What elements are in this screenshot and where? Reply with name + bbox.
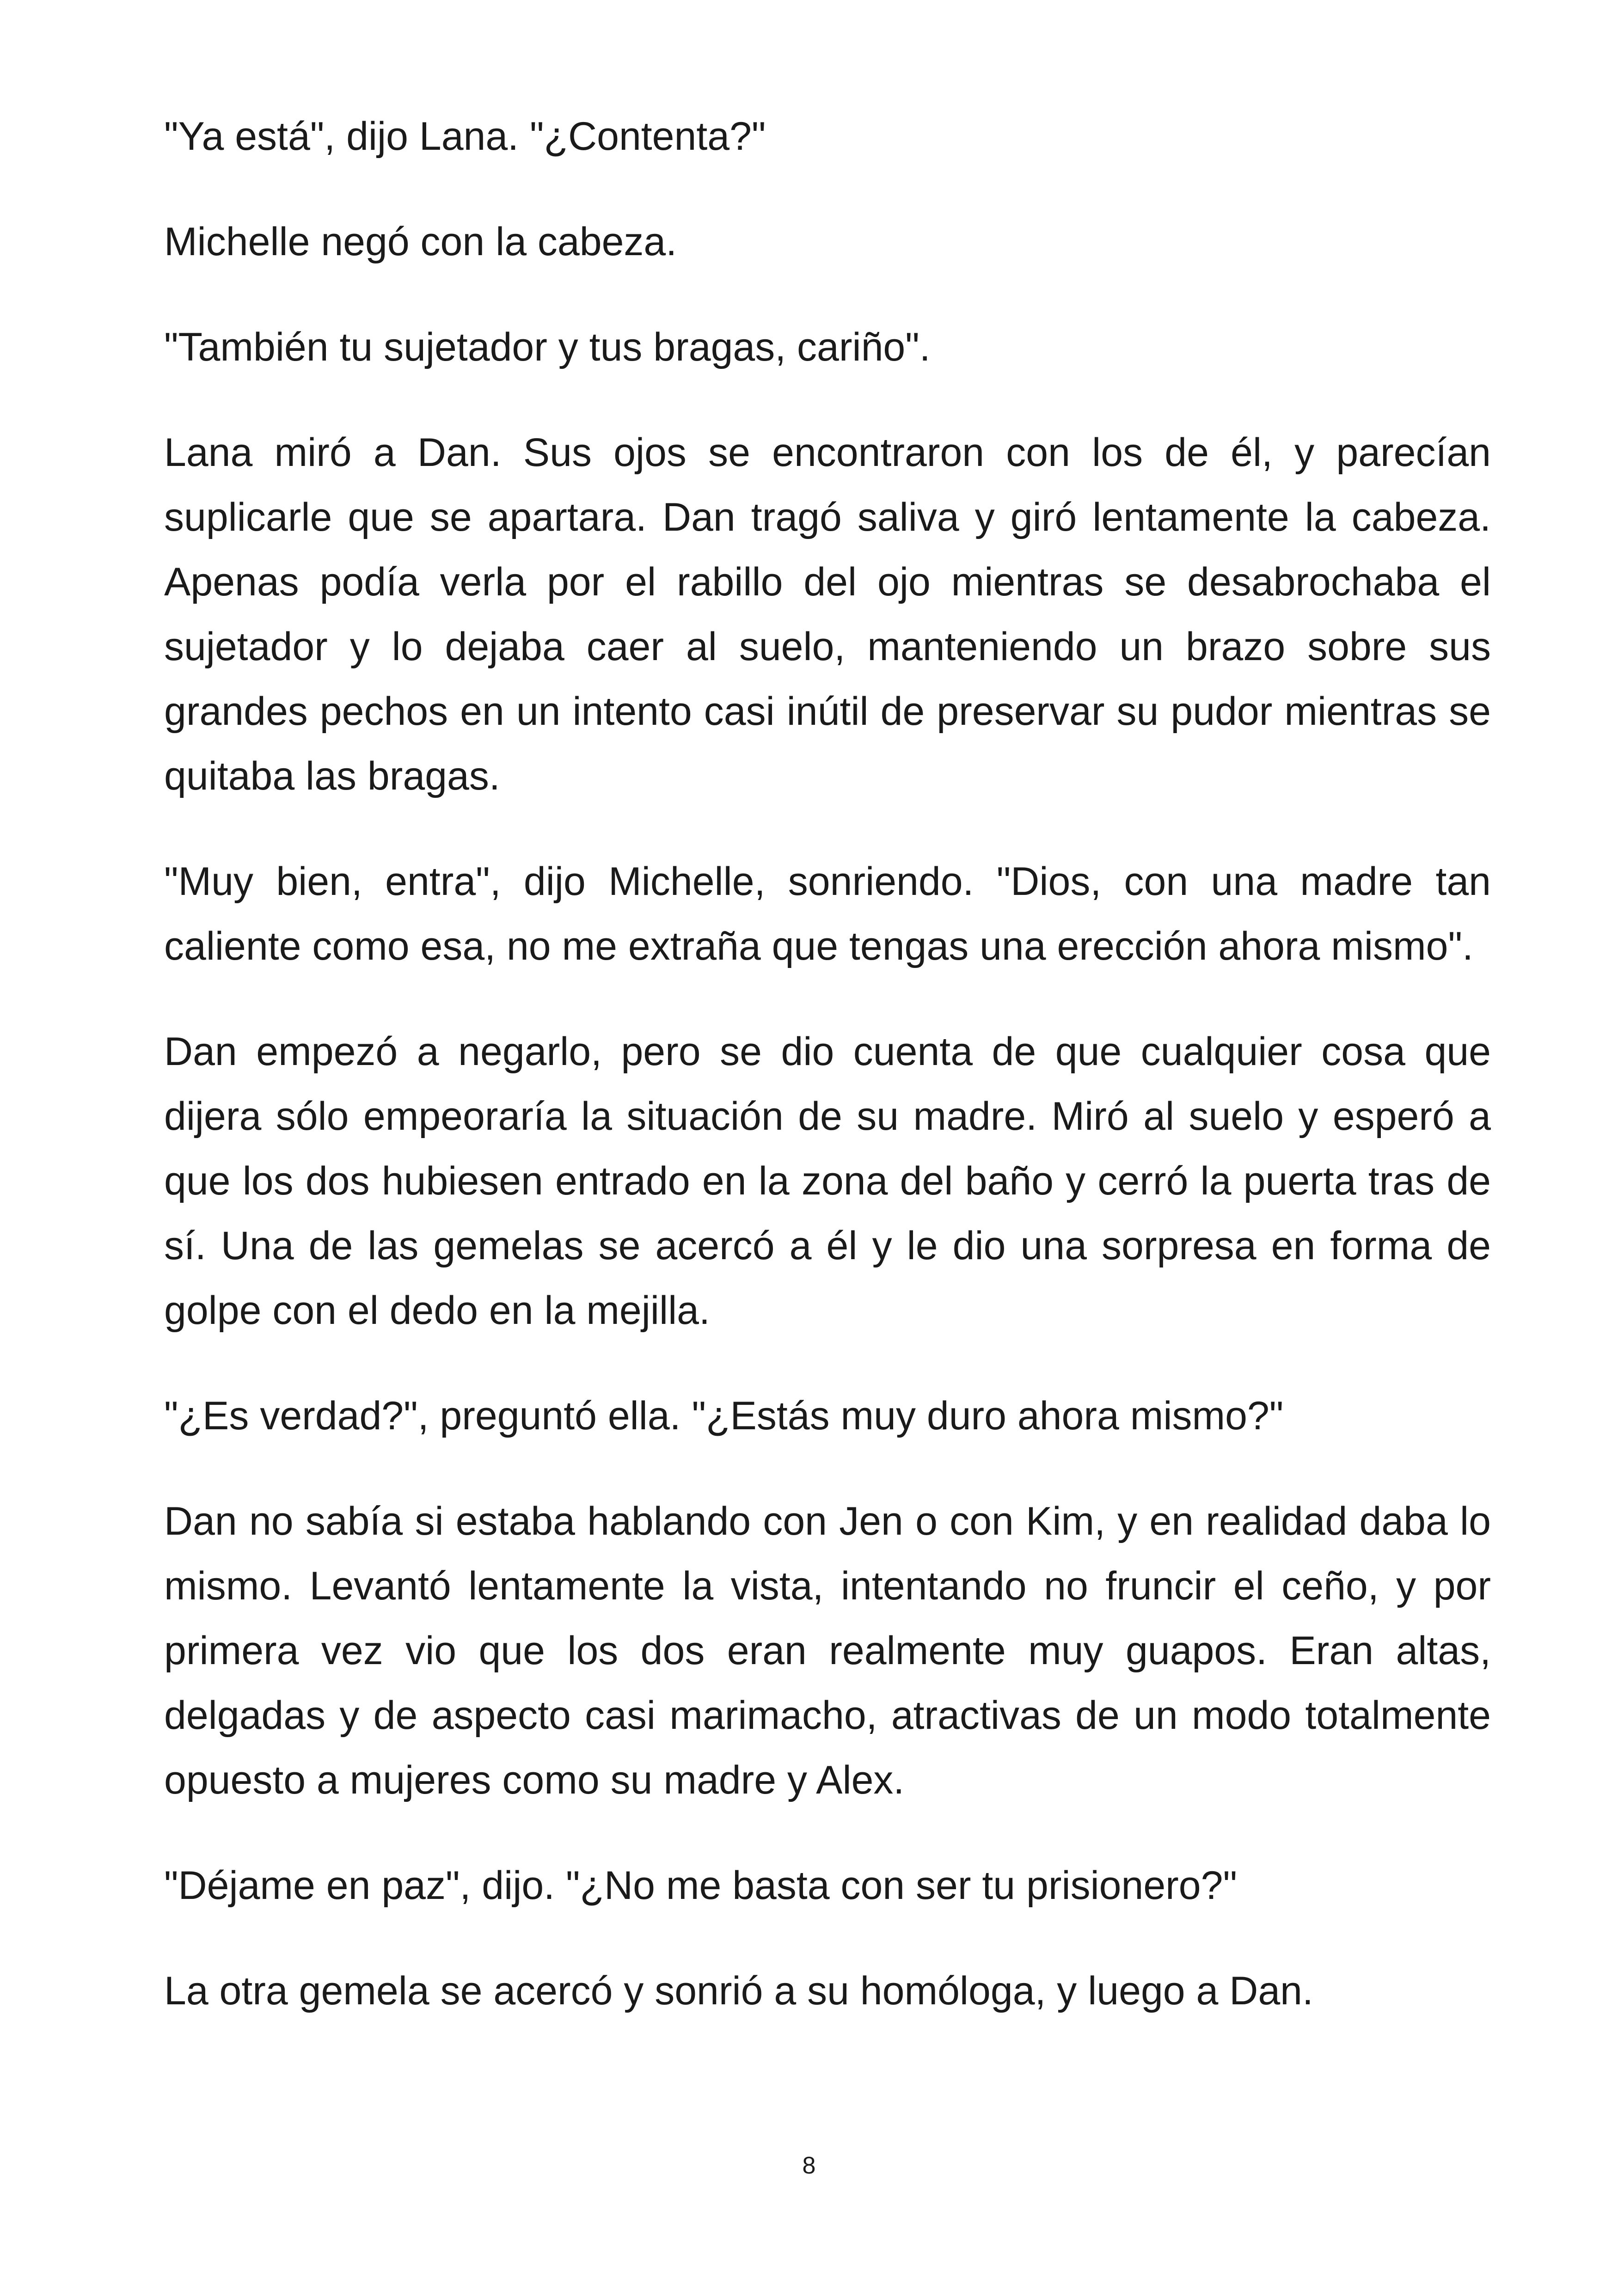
paragraph-8: Dan no sabía si estaba hablando con Jen o con Kim, y en realidad daba lo mismo. Levantó lentamente la vista, intentando no fruncir el ceño, y por primera vez vio que los dos eran realmente muy guapos. Eran altas, delgadas y de aspecto casi marimacho, atractivas de un modo totalmente opuesto a mujeres como su madre y Alex. (164, 1499, 1491, 1802)
paragraph-3: "También tu sujetador y tus bragas, cariño". (164, 325, 931, 369)
paragraph-7: "¿Es verdad?", preguntó ella. "¿Estás muy duro ahora mismo?" (164, 1394, 1284, 1438)
paragraph-4: Lana miró a Dan. Sus ojos se encontraron con los de él, y parecían suplicarle que se apartara. Dan tragó saliva y giró lentamente la cabeza. Apenas podía verla por el rabillo del ojo mientras se desabrochaba el sujetador y lo dejaba caer al suelo, manteniendo un brazo sobre sus grandes pechos en un intento casi inútil de preservar su pudor mientras se quitaba las bragas. (164, 430, 1491, 798)
page-number: 8 (802, 2152, 816, 2179)
paragraph-2: Michelle negó con la cabeza. (164, 220, 677, 264)
paragraph-9: "Déjame en paz", dijo. "¿No me basta con ser tu prisionero?" (164, 1863, 1237, 1908)
paragraph-10: La otra gemela se acercó y sonrió a su homóloga, y luego a Dan. (164, 1969, 1313, 2013)
paragraph-5: "Muy bien, entra", dijo Michelle, sonriendo. "Dios, con una madre tan caliente como esa, no me extraña que tengas una erección ahora mismo". (164, 859, 1491, 968)
body-text (164, 104, 1491, 2064)
paragraph-1: "Ya está", dijo Lana. "¿Contenta?" (164, 114, 766, 159)
paragraph-6: Dan empezó a negarlo, pero se dio cuenta de que cualquier cosa que dijera sólo empeoraría la situación de su madre. Miró al suelo y esperó a que los dos hubiesen entrado en la zona del baño y cerró la puerta tras de sí. Una de las gemelas se acercó a él y le dio una sorpresa en forma de golpe con el dedo en la mejilla. (164, 1029, 1491, 1333)
